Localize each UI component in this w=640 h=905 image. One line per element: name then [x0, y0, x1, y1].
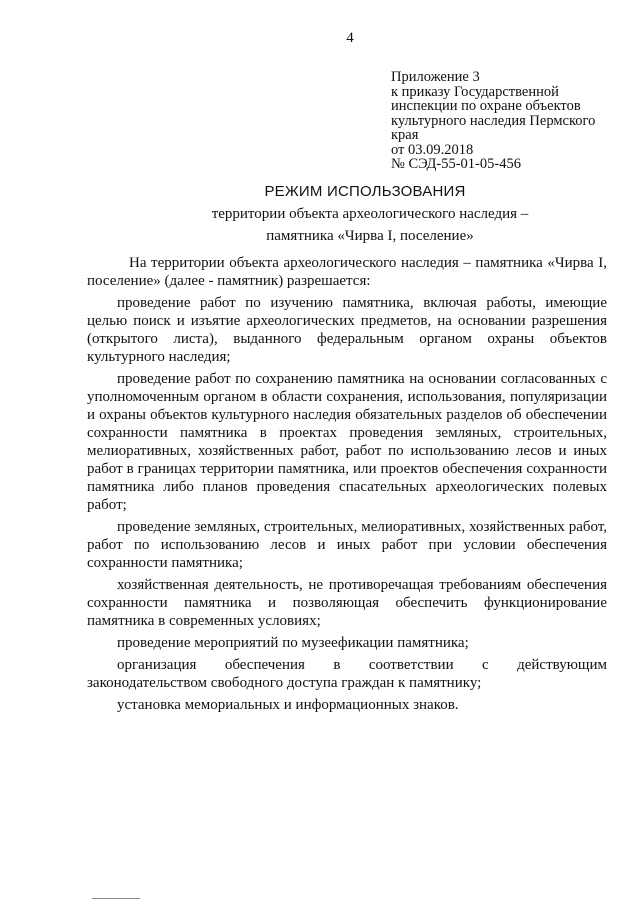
document-subtitle: памятника «Чирва I, поселение» [266, 228, 474, 244]
document-title: РЕЖИМ ИСПОЛЬЗОВАНИЯ [264, 183, 466, 200]
document-subtitle: территории объекта археологического наследия – [211, 206, 529, 222]
page-number: 4 [346, 30, 354, 46]
appendix-line: Приложение 3 [391, 69, 480, 85]
appendix-line: от 03.09.2018 [391, 141, 474, 158]
appendix-line: инспекции по охране объектов [391, 98, 581, 114]
paragraph: проведение работ по сохранению памятника на основании согласованных с уполномоченным органом в области сохранения, использования, популяризации и охраны объектов культурного наследия обязательных разделов об обеспечении сохранности памятника в проектах проведения земляных, строительных, мелиоративных, хозяйственных работ, работ по использованию лесов и иных работ в границах территории памятника, или проектов обеспечения сохранности памятника либо планов проведения спасательных археологических полевых работ; [87, 371, 607, 513]
document-body [87, 254, 607, 718]
paragraph: На территории объекта археологического наследия – памятника «Чирва I, поселение» (далее - памятник) разрешается: [87, 255, 607, 289]
paragraph: проведение работ по изучению памятника, включая работы, имеющие целью поиск и изъятие археологических предметов, на основании разрешения (открытого листа), выданного федеральным органом охраны объектов культурного наследия; [87, 295, 607, 365]
appendix-line: культурного наследия Пермского [391, 112, 596, 129]
paragraph: проведение мероприятий по музеефикации памятника; [117, 635, 469, 651]
scan-mark [92, 898, 140, 899]
paragraph: организация обеспечения в соответствии с действующим законодательством свободного доступа граждан к памятнику; [87, 657, 607, 691]
appendix-line: к приказу Государственной [391, 83, 559, 100]
paragraph: установка мемориальных и информационных знаков. [117, 697, 459, 713]
paragraph: хозяйственная деятельность, не противоречащая требованиям обеспечения сохранности памятника и позволяющая обеспечить функционирование памятника в современных условиях; [87, 577, 607, 629]
paragraph: проведение земляных, строительных, мелиоративных, хозяйственных работ, работ по использованию лесов и иных работ при условии обеспечения сохранности памятника; [87, 519, 607, 571]
appendix-line: № СЭД-55-01-05-456 [391, 156, 521, 172]
appendix-line: края [391, 127, 419, 143]
appendix-header [391, 70, 631, 172]
